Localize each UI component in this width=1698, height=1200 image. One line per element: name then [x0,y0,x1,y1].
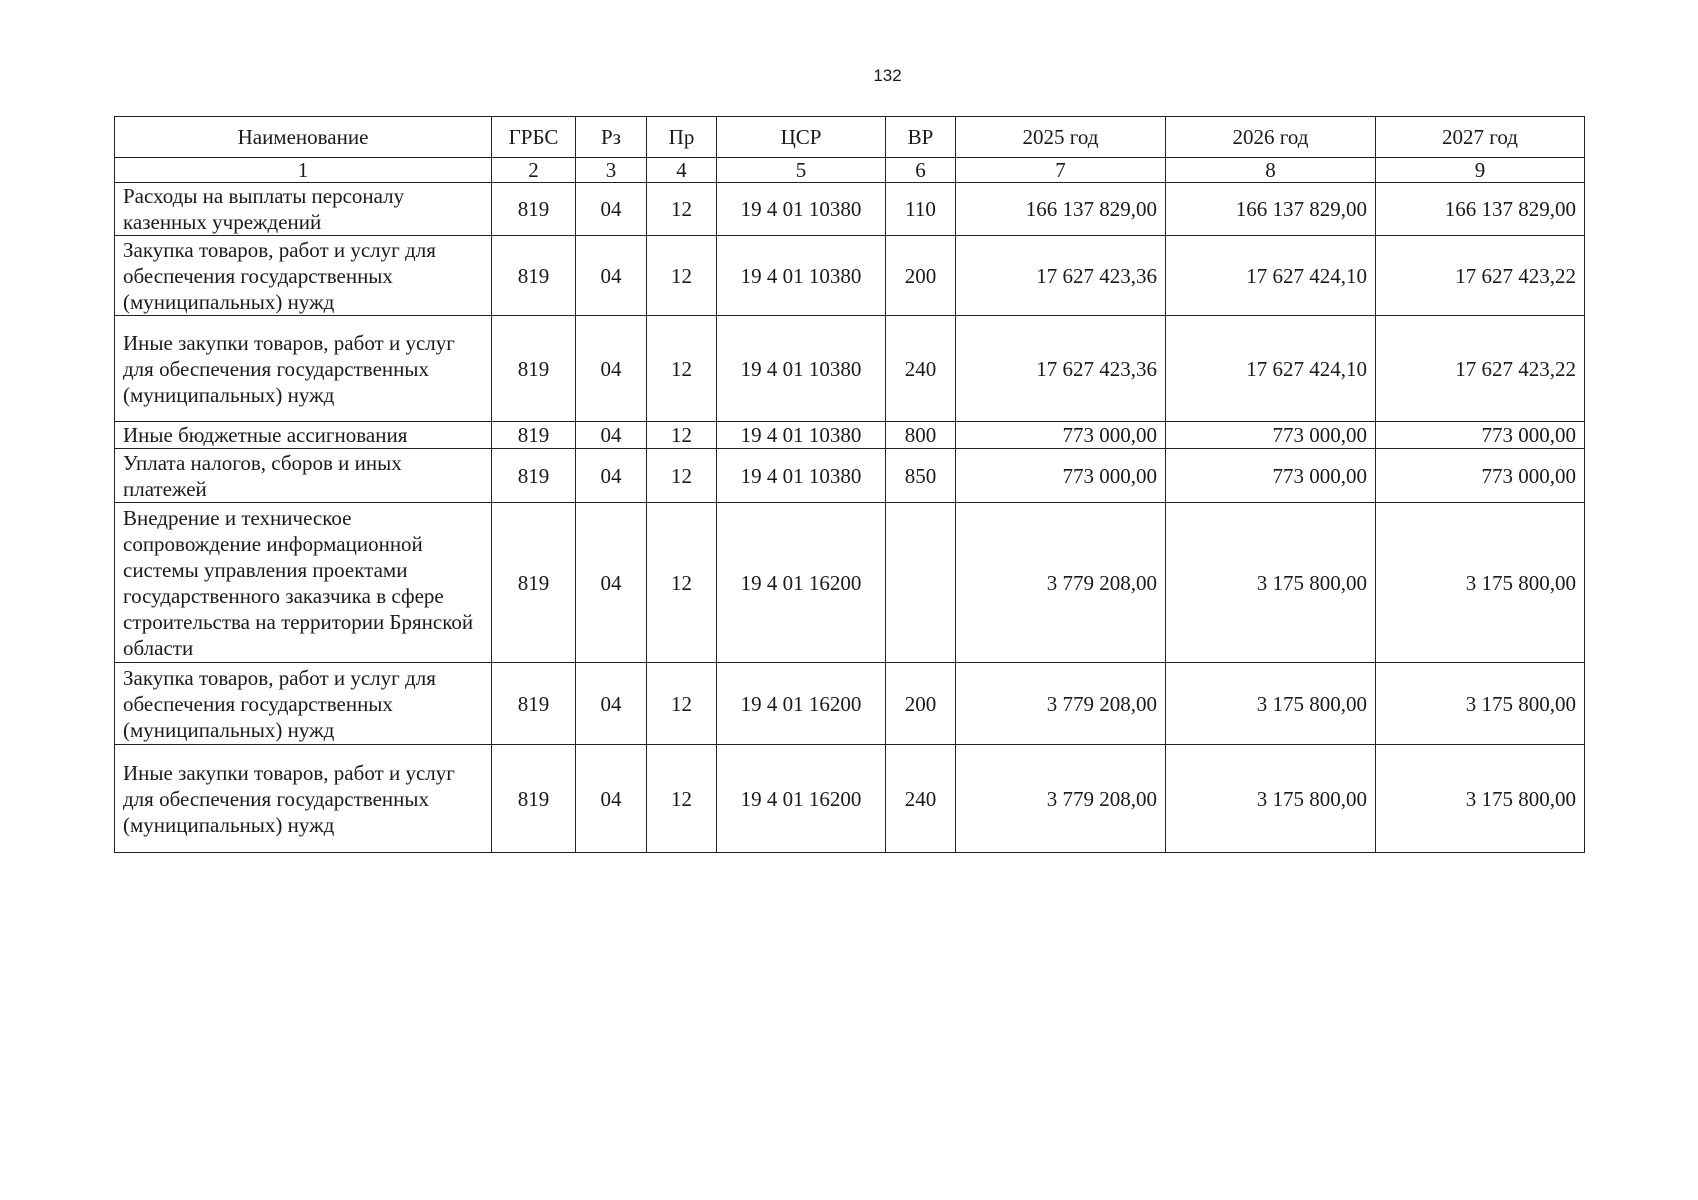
row-amount-2025: 773 000,00 [956,422,1166,449]
row-amount-2025: 17 627 423,36 [956,316,1166,422]
row-pr: 12 [647,663,717,745]
row-pr: 12 [647,745,717,853]
row-amount-2027: 3 175 800,00 [1376,745,1585,853]
table-row [115,183,1585,236]
row-pr: 12 [647,316,717,422]
row-amount-2026: 3 175 800,00 [1166,663,1376,745]
row-csr: 19 4 01 16200 [717,663,886,745]
row-amount-2025: 3 779 208,00 [956,663,1166,745]
column-number-row [115,158,1585,183]
row-amount-2026: 773 000,00 [1166,422,1376,449]
row-grbs: 819 [492,449,576,503]
row-name: Закупка товаров, работ и услуг для обеспечения государственных (муниципальных) нужд [115,663,492,745]
row-grbs: 819 [492,236,576,316]
row-name: Иные закупки товаров, работ и услуг для обеспечения государственных (муниципальных) нужд [115,316,492,422]
row-rz: 04 [576,422,647,449]
row-grbs: 819 [492,663,576,745]
row-amount-2027: 17 627 423,22 [1376,316,1585,422]
budget-table [114,116,1585,853]
row-csr: 19 4 01 10380 [717,316,886,422]
column-number: 4 [647,158,717,183]
row-amount-2025: 17 627 423,36 [956,236,1166,316]
row-rz: 04 [576,449,647,503]
row-rz: 04 [576,745,647,853]
table-row [115,745,1585,853]
row-amount-2025: 773 000,00 [956,449,1166,503]
header-vr: ВР [886,117,956,158]
row-name: Иные бюджетные ассигнования [115,422,492,449]
table-row [115,422,1585,449]
table-row [115,663,1585,745]
row-amount-2025: 166 137 829,00 [956,183,1166,236]
table-row [115,236,1585,316]
column-number: 2 [492,158,576,183]
row-vr [886,503,956,663]
row-amount-2027: 3 175 800,00 [1376,663,1585,745]
row-amount-2027: 773 000,00 [1376,449,1585,503]
row-grbs: 819 [492,422,576,449]
row-rz: 04 [576,663,647,745]
row-amount-2026: 17 627 424,10 [1166,316,1376,422]
row-grbs: 819 [492,745,576,853]
header-pr: Пр [647,117,717,158]
row-vr: 850 [886,449,956,503]
row-name: Расходы на выплаты персоналу казенных учреждений [115,183,492,236]
column-number: 9 [1376,158,1585,183]
row-rz: 04 [576,316,647,422]
row-pr: 12 [647,236,717,316]
row-amount-2026: 773 000,00 [1166,449,1376,503]
row-name: Внедрение и техническое сопровождение информационной системы управления проектами государственного заказчика в сфере строительства на территории Брянской области [115,503,492,663]
row-vr: 200 [886,663,956,745]
column-number: 6 [886,158,956,183]
header-grbs: ГРБС [492,117,576,158]
column-number: 8 [1166,158,1376,183]
row-rz: 04 [576,503,647,663]
row-csr: 19 4 01 10380 [717,422,886,449]
header-csr: ЦСР [717,117,886,158]
column-number: 1 [115,158,492,183]
row-amount-2026: 17 627 424,10 [1166,236,1376,316]
row-pr: 12 [647,183,717,236]
row-csr: 19 4 01 16200 [717,745,886,853]
page-number: 132 [873,66,902,85]
header-name: Наименование [115,117,492,158]
header-2026: 2026 год [1166,117,1376,158]
header-2027: 2027 год [1376,117,1585,158]
header-row [115,117,1585,158]
row-rz: 04 [576,183,647,236]
row-csr: 19 4 01 10380 [717,236,886,316]
column-number: 7 [956,158,1166,183]
row-vr: 110 [886,183,956,236]
row-csr: 19 4 01 16200 [717,503,886,663]
row-pr: 12 [647,422,717,449]
table-body [115,183,1585,853]
header-rz: Рз [576,117,647,158]
row-name: Уплата налогов, сборов и иных платежей [115,449,492,503]
table-row [115,503,1585,663]
row-pr: 12 [647,449,717,503]
row-pr: 12 [647,503,717,663]
row-amount-2026: 166 137 829,00 [1166,183,1376,236]
row-amount-2025: 3 779 208,00 [956,503,1166,663]
row-name: Иные закупки товаров, работ и услуг для обеспечения государственных (муниципальных) нужд [115,745,492,853]
row-vr: 240 [886,745,956,853]
row-grbs: 819 [492,503,576,663]
row-amount-2027: 17 627 423,22 [1376,236,1585,316]
column-number: 5 [717,158,886,183]
row-csr: 19 4 01 10380 [717,449,886,503]
row-amount-2027: 3 175 800,00 [1376,503,1585,663]
row-amount-2027: 773 000,00 [1376,422,1585,449]
row-vr: 800 [886,422,956,449]
row-amount-2027: 166 137 829,00 [1376,183,1585,236]
table-header [115,117,1585,183]
row-amount-2026: 3 175 800,00 [1166,745,1376,853]
row-vr: 240 [886,316,956,422]
row-amount-2026: 3 175 800,00 [1166,503,1376,663]
header-2025: 2025 год [956,117,1166,158]
row-amount-2025: 3 779 208,00 [956,745,1166,853]
column-number: 3 [576,158,647,183]
table-row [115,449,1585,503]
table-row [115,316,1585,422]
row-name: Закупка товаров, работ и услуг для обеспечения государственных (муниципальных) нужд [115,236,492,316]
row-grbs: 819 [492,316,576,422]
row-rz: 04 [576,236,647,316]
row-vr: 200 [886,236,956,316]
row-csr: 19 4 01 10380 [717,183,886,236]
row-grbs: 819 [492,183,576,236]
